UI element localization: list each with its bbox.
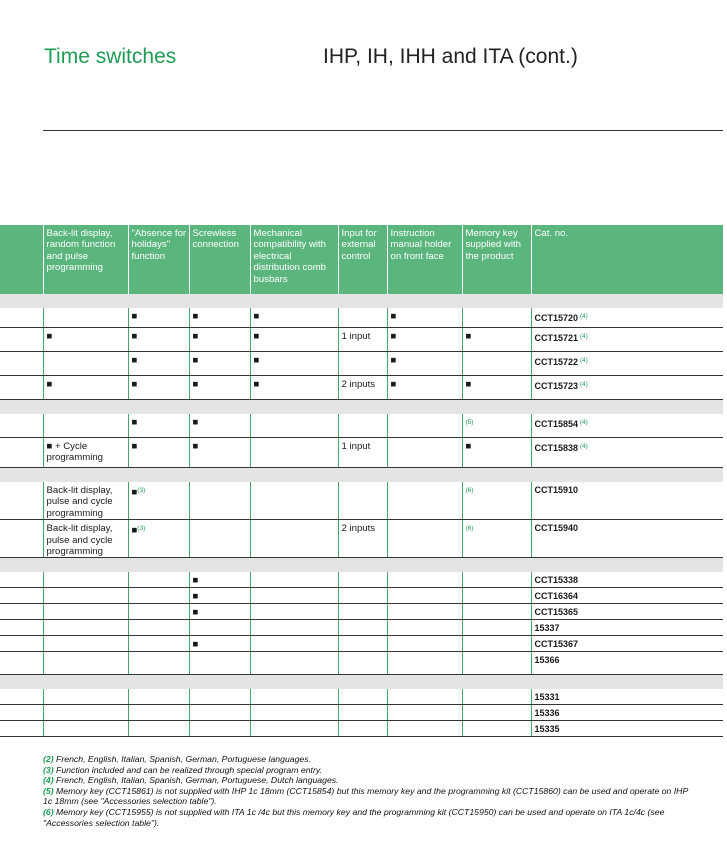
table-cell: ■ <box>250 308 338 328</box>
table-cell <box>0 438 43 468</box>
catalog-number: 15366 <box>531 652 723 675</box>
column-header: Screwless connection <box>189 225 250 294</box>
table-cell <box>0 308 43 328</box>
column-header: Instruction manual holder on front face <box>387 225 462 294</box>
table-cell <box>462 308 531 328</box>
table-cell <box>387 652 462 675</box>
table-cell: ■ <box>189 376 250 400</box>
catalog-number: CCT15723 $^{(4)}$ <box>531 376 723 400</box>
table-cell <box>462 620 531 636</box>
catalog-number: CCT15721 $^{(4)}$ <box>531 328 723 352</box>
table-cell <box>0 482 43 520</box>
footnote: (5) Memory key (CCT15861) is not supplied with IHP 1c 18mm (CCT15854) but this memory key and the programming kit (CCT15860) can be used and operate on IHP 1c 18mm (see "Accessories selection table"). <box>43 785 688 807</box>
table-cell: Back-lit display, pulse and cycle programming <box>43 520 128 558</box>
catalog-number: 15331 <box>531 689 723 705</box>
table-row <box>0 520 723 558</box>
table-cell: ■ <box>128 328 189 352</box>
table-cell: ■ <box>387 376 462 400</box>
table-cell <box>128 636 189 652</box>
footnote: (6) Memory key (CCT15955) is not supplied with ITA 1c /4c but this memory key and the programming kit (CCT15950) can be used and operate on ITA 1c/4c (see "Accessories selection table"). <box>43 806 665 828</box>
table-cell: ■ <box>462 376 531 400</box>
table-cell: ■ <box>128 376 189 400</box>
table-cell: ■ <box>189 588 250 604</box>
table-cell: ■ <box>462 328 531 352</box>
table-cell: Back-lit display, pulse and cycle programming <box>43 482 128 520</box>
table-cell: ■ <box>43 328 128 352</box>
table-cell <box>43 414 128 438</box>
table-cell <box>0 721 43 737</box>
table-cell <box>43 588 128 604</box>
table-cell: 2 inputs <box>338 376 387 400</box>
table-cell <box>338 636 387 652</box>
catalog-number: CCT15910 <box>531 482 723 520</box>
table-row <box>0 705 723 721</box>
table-cell <box>0 689 43 705</box>
table-row <box>0 588 723 604</box>
table-cell <box>387 620 462 636</box>
table-cell <box>0 520 43 558</box>
table-cell <box>189 721 250 737</box>
table-cell <box>189 620 250 636</box>
table-cell <box>0 572 43 588</box>
table-cell <box>189 705 250 721</box>
table-cell <box>0 328 43 352</box>
group-separator <box>0 400 723 415</box>
table-cell <box>189 689 250 705</box>
table-cell: ■ <box>189 328 250 352</box>
table-cell <box>0 705 43 721</box>
table-cell <box>128 604 189 620</box>
catalog-number: CCT15838 $^{(4)}$ <box>531 438 723 468</box>
product-selection-table <box>0 225 723 737</box>
table-cell: (6) <box>462 482 531 520</box>
table-cell <box>338 482 387 520</box>
table-cell <box>462 636 531 652</box>
table-cell <box>0 588 43 604</box>
table-row <box>0 689 723 705</box>
table-row <box>0 652 723 675</box>
table-cell: ■ <box>250 328 338 352</box>
table-cell <box>250 721 338 737</box>
table-cell <box>338 414 387 438</box>
table-cell <box>387 482 462 520</box>
catalog-number: CCT15365 <box>531 604 723 620</box>
group-separator <box>0 558 723 573</box>
table-cell <box>0 352 43 376</box>
table-cell <box>338 705 387 721</box>
table-cell <box>338 604 387 620</box>
table-cell: ■ <box>128 414 189 438</box>
table-cell: (6) <box>462 520 531 558</box>
table-cell <box>250 652 338 675</box>
table-cell <box>462 604 531 620</box>
table-cell <box>387 721 462 737</box>
table-cell <box>128 572 189 588</box>
table-cell <box>462 572 531 588</box>
column-header: Input for external control <box>338 225 387 294</box>
table-cell <box>43 636 128 652</box>
table-cell <box>338 689 387 705</box>
table-row <box>0 376 723 400</box>
table-cell <box>43 620 128 636</box>
table-row <box>0 308 723 328</box>
table-cell <box>250 689 338 705</box>
catalog-number: CCT16364 <box>531 588 723 604</box>
table-cell <box>128 652 189 675</box>
table-cell <box>250 520 338 558</box>
table-cell: ■ <box>189 308 250 328</box>
table-cell <box>387 572 462 588</box>
table-cell <box>338 620 387 636</box>
table-cell <box>189 652 250 675</box>
footnote: (3) Function included and can be realized through special program entry. <box>43 764 322 775</box>
table-cell <box>0 414 43 438</box>
table-cell: (5) <box>462 414 531 438</box>
table-cell <box>0 620 43 636</box>
group-separator <box>0 675 723 690</box>
footnotes <box>43 754 693 828</box>
table-cell: ■ <box>189 572 250 588</box>
catalog-number: CCT15338 <box>531 572 723 588</box>
table-cell: ■ <box>250 352 338 376</box>
catalog-number: 15336 <box>531 705 723 721</box>
table-cell <box>338 721 387 737</box>
table-cell: 1 input <box>338 328 387 352</box>
table-cell <box>338 572 387 588</box>
table-cell <box>250 482 338 520</box>
table-cell <box>250 414 338 438</box>
table-cell: ■ <box>387 308 462 328</box>
column-header: "Absence for holidays" function <box>128 225 189 294</box>
table-cell <box>250 438 338 468</box>
table-cell <box>189 520 250 558</box>
table-cell <box>387 520 462 558</box>
column-header <box>0 225 43 294</box>
table-row <box>0 438 723 468</box>
table-cell <box>462 352 531 376</box>
table-cell <box>387 636 462 652</box>
table-row <box>0 482 723 520</box>
table-cell <box>0 604 43 620</box>
table-cell: ■ <box>189 636 250 652</box>
table-cell <box>189 482 250 520</box>
table-row <box>0 636 723 652</box>
table-cell <box>128 620 189 636</box>
column-header: Mechanical compatibility with electrical distribution comb busbars <box>250 225 338 294</box>
table-cell: ■ <box>250 376 338 400</box>
footnote: (2) French, English, Italian, Spanish, German, Portuguese languages. <box>43 754 312 764</box>
table-cell <box>387 438 462 468</box>
table-row <box>0 572 723 588</box>
table-cell: ■ <box>189 604 250 620</box>
table-cell: 1 input <box>338 438 387 468</box>
table-cell <box>387 414 462 438</box>
table-cell <box>43 705 128 721</box>
table-cell: ■ <box>128 438 189 468</box>
table-row <box>0 604 723 620</box>
table-cell: ■ <box>462 438 531 468</box>
table-cell <box>250 604 338 620</box>
table-cell <box>338 352 387 376</box>
catalog-number: CCT15722 $^{(4)}$ <box>531 352 723 376</box>
footnote: (4) French, English, Italian, Spanish, German, Portuguese, Dutch languages. <box>43 775 339 786</box>
table-row <box>0 620 723 636</box>
table-cell: 2 inputs <box>338 520 387 558</box>
table-cell <box>387 604 462 620</box>
table-cell: ■ <box>128 352 189 376</box>
group-separator <box>0 468 723 483</box>
table-cell: ■$^{(3)}$ <box>128 482 189 520</box>
table-cell <box>338 652 387 675</box>
catalog-number: 15335 <box>531 721 723 737</box>
table-cell <box>128 705 189 721</box>
table-cell <box>43 572 128 588</box>
table-cell <box>250 636 338 652</box>
table-cell <box>462 705 531 721</box>
group-separator <box>0 294 723 308</box>
column-header: Back-lit display, random function and pulse programming <box>43 225 128 294</box>
table-cell <box>250 705 338 721</box>
table-cell: ■ <box>387 328 462 352</box>
table-cell <box>250 620 338 636</box>
table-cell <box>338 588 387 604</box>
table-cell <box>43 604 128 620</box>
table-row <box>0 721 723 737</box>
section-title: Time switches <box>44 45 177 68</box>
catalog-number: 15337 <box>531 620 723 636</box>
catalog-number: CCT15720 $^{(4)}$ <box>531 308 723 328</box>
header-divider <box>43 130 723 131</box>
table-cell <box>338 308 387 328</box>
table-cell: ■ <box>387 352 462 376</box>
catalog-number: CCT15854 $^{(4)}$ <box>531 414 723 438</box>
table-cell <box>250 588 338 604</box>
table-cell <box>0 636 43 652</box>
table-cell <box>250 572 338 588</box>
page-title: IHP, IH, IHH and ITA (cont.) <box>323 45 578 68</box>
table-cell: ■ <box>43 376 128 400</box>
table-cell <box>43 308 128 328</box>
table-cell: ■ <box>189 352 250 376</box>
table-cell <box>0 652 43 675</box>
catalog-number: CCT15367 <box>531 636 723 652</box>
table-cell <box>387 705 462 721</box>
table-cell: ■ <box>189 438 250 468</box>
column-header: Memory key supplied with the product <box>462 225 531 294</box>
table-row <box>0 328 723 352</box>
table-cell: ■$^{(3)}$ <box>128 520 189 558</box>
table-cell <box>43 652 128 675</box>
table-cell <box>43 352 128 376</box>
table-header-row <box>0 225 723 294</box>
table-cell <box>462 721 531 737</box>
column-header: Cat. no. <box>531 225 723 294</box>
table-cell <box>462 689 531 705</box>
table-cell: ■ <box>128 308 189 328</box>
table-cell <box>128 588 189 604</box>
table-cell <box>43 689 128 705</box>
table-cell: ■ <box>189 414 250 438</box>
table-cell <box>43 721 128 737</box>
table-cell <box>462 652 531 675</box>
table-cell: ■ + Cycle programming <box>43 438 128 468</box>
table-cell <box>462 588 531 604</box>
table-row <box>0 352 723 376</box>
catalog-number: CCT15940 <box>531 520 723 558</box>
table-cell <box>0 376 43 400</box>
table-cell <box>387 588 462 604</box>
table-row <box>0 414 723 438</box>
table-cell <box>128 721 189 737</box>
table-cell <box>128 689 189 705</box>
table-cell <box>387 689 462 705</box>
